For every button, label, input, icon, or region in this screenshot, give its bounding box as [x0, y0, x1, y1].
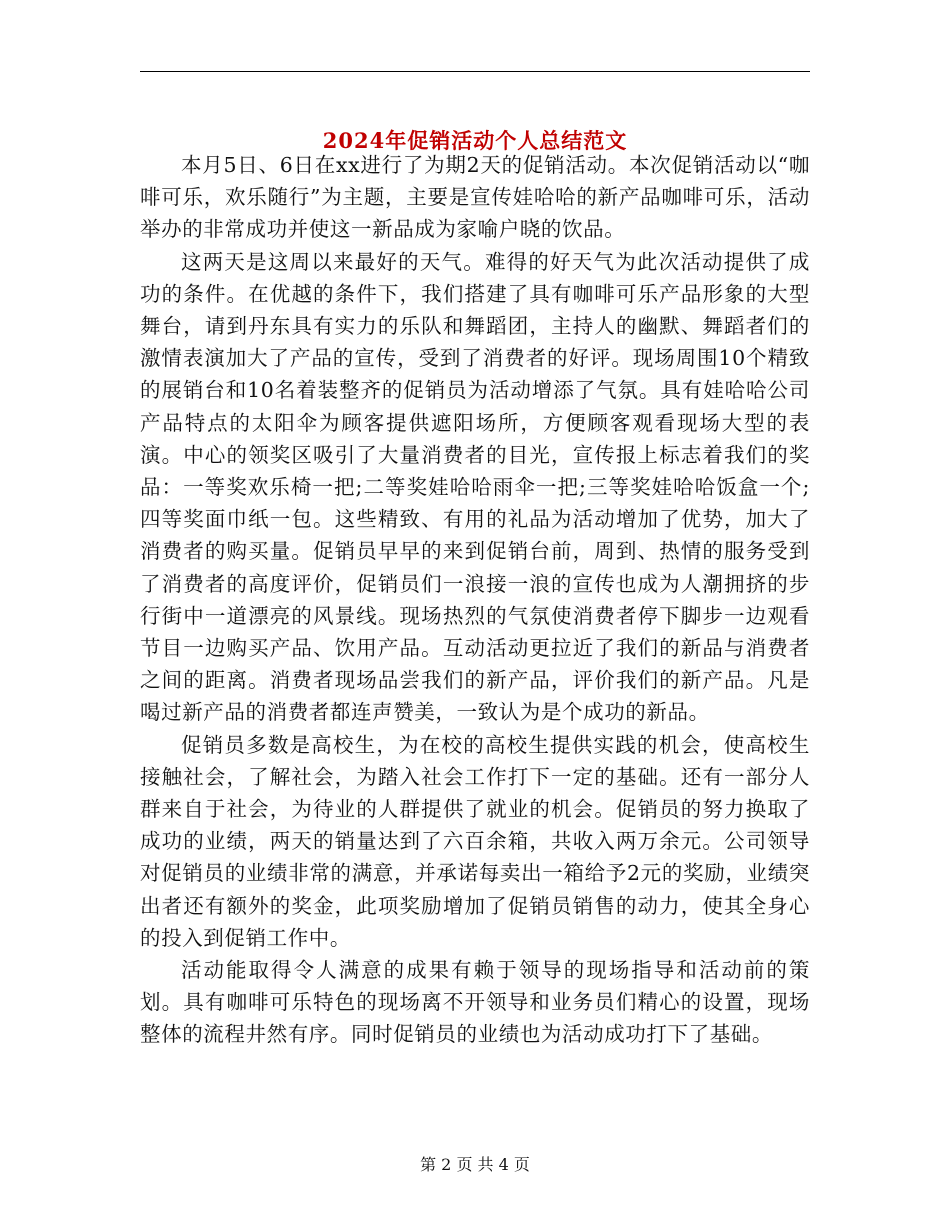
paragraph-event-details: 这两天是这周以来最好的天气。难得的好天气为此次活动提供了成功的条件。在优越的条件下，我们搭建了具有咖啡可乐产品形象的大型舞台，请到丹东具有实力的乐队和舞蹈团，主持人的幽默、舞蹈者们的激情表演加大了产品的宣传，受到了消费者的好评。现场周围10个精致的展销台和10名着装整齐的促销员为活动增添了气氛。具有娃哈哈公司产品特点的太阳伞为顾客提供遮阳场所，方便顾客观看现场大型的表演。中心的领奖区吸引了大量消费者的目光，宣传报上标志着我们的奖品：一等奖欢乐椅一把;二等奖娃哈哈雨伞一把;三等奖娃哈哈饭盒一个;四等奖面巾纸一包。这些精致、有用的礼品为活动增加了优势，加大了消费者的购买量。促销员早早的来到促销台前，周到、热情的服务受到了消费者的高度评价，促销员们一浪接一浪的宣传也成为人潮拥挤的步行街中一道漂亮的风景线。现场热烈的气氛使消费者停下脚步一边观看节目一边购买产品、饮用产品。互动活动更拉近了我们的新品与消费者之间的距离。消费者现场品尝我们的新产品，评价我们的新产品。凡是喝过新产品的消费者都连声赞美，一致认为是个成功的新品。	[140, 249, 810, 725]
paragraph-intro: 本月5日、6日在xx进行了为期2天的促销活动。本次促销活动以“咖啡可乐，欢乐随行”为主题，主要是宣传娃哈哈的新产品咖啡可乐，活动举办的非常成功并使这一新品成为家喻户晓的饮品。	[140, 153, 810, 242]
page-number: 第 2 页 共 4 页	[420, 1155, 530, 1174]
header-rule	[140, 71, 810, 72]
paragraph-promoters: 促销员多数是高校生，为在校的高校生提供实践的机会，使高校生接触社会，了解社会，为踏入社会工作打下一定的基础。还有一部分人群来自于社会，为待业的人群提供了就业的机会。促销员的努力换取了成功的业绩，两天的销量达到了六百余箱，共收入两万余元。公司领导对促销员的业绩非常的满意，并承诺每卖出一箱给予2元的奖励，业绩突出者还有额外的奖金，此项奖励增加了促销员销售的动力，使其全身心的投入到促销工作中。	[140, 732, 810, 950]
document-title: 2024年促销活动个人总结范文	[322, 128, 628, 154]
paragraph-conclusion: 活动能取得令人满意的成果有赖于领导的现场指导和活动前的策划。具有咖啡可乐特色的现场离不开领导和业务员们精心的设置，现场整体的流程井然有序。同时促销员的业绩也为活动成功打下了基础。	[140, 958, 810, 1047]
document-body	[140, 149, 810, 1051]
page-footer	[0, 1153, 950, 1177]
